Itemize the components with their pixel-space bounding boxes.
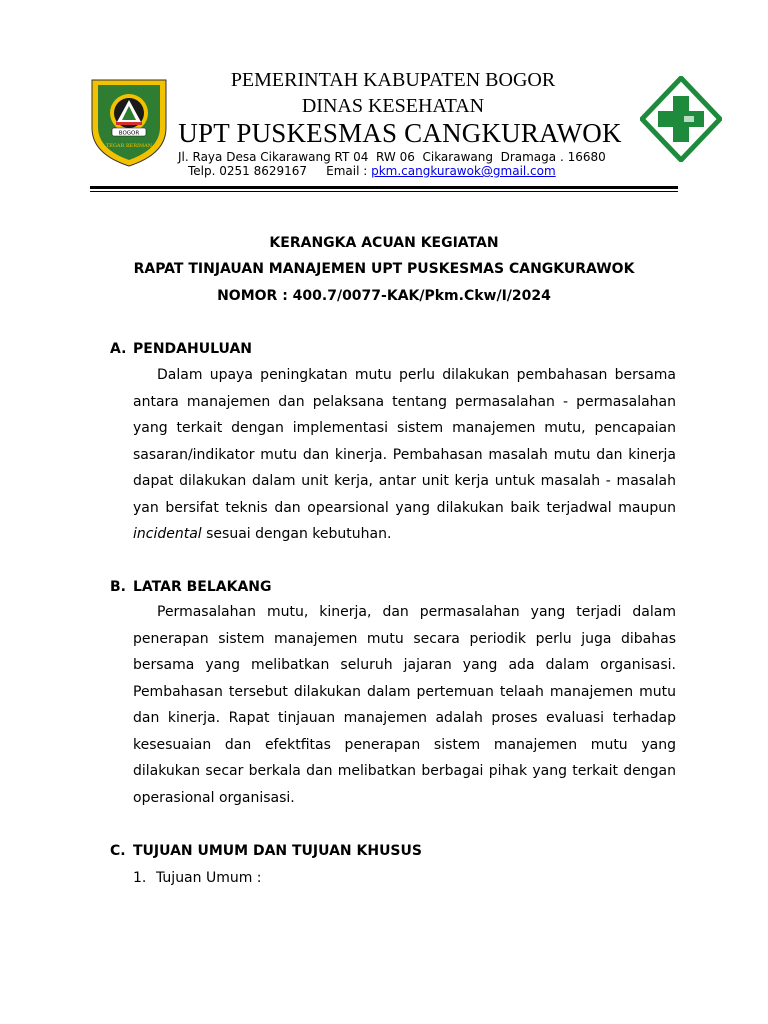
section-b-heading	[110, 578, 272, 596]
section-title: LATAR BELAKANG	[133, 579, 272, 595]
section-title: PENDAHULUAN	[133, 341, 252, 357]
section-letter: A.	[110, 341, 127, 357]
kop-telp-label: Telp. 0251 8629167 Email :	[188, 164, 372, 178]
body-text-tail: sesuai dengan kebutuhan.	[201, 526, 392, 542]
list-number: 1.	[133, 870, 147, 886]
kop-address: Jl. Raya Desa Cikarawang RT 04 RW 06 Cikarawang Dramaga . 16680	[178, 150, 606, 164]
section-c-heading	[110, 842, 422, 860]
list-item	[133, 869, 262, 887]
letterhead-divider-thick	[90, 186, 678, 189]
kop-government-name: PEMERINTAH KABUPATEN BOGOR	[230, 69, 556, 91]
kop-institution-name: UPT PUSKESMAS CANGKURAWOK	[178, 118, 622, 148]
section-a-heading	[110, 340, 252, 358]
document-title: KERANGKA ACUAN KEGIATAN	[269, 235, 499, 251]
letterhead-divider-thin	[90, 191, 678, 192]
kop-department-name: DINAS KESEHATAN	[301, 95, 485, 117]
italic-term: incidental	[133, 526, 202, 542]
list-label: Tujuan Umum :	[156, 870, 262, 886]
puskesmas-cross-icon	[640, 76, 722, 162]
section-a-body	[133, 362, 676, 548]
kop-contact	[188, 164, 556, 179]
emblem-ribbon-text: BOGOR	[118, 130, 140, 137]
document-subtitle: RAPAT TINJAUAN MANAJEMEN UPT PUSKESMAS CANGKURAWOK	[133, 261, 635, 277]
document-number: NOMOR : 400.7/0077-KAK/Pkm.Ckw/I/2024	[217, 288, 551, 304]
section-letter: C.	[110, 843, 126, 859]
body-text: Dalam upaya peningkatan mutu perlu dilakukan pembahasan bersama antara manajemen dan pelaksana tentang permasalahan - permasalahan yang terkait dengan implementasi sistem manajemen mutu, pencapaian sasaran/indikator mutu dan kinerja. Pembahasan masalah mutu dan kinerja dapat dilakukan dalam unit kerja, antar unit kerja untuk masalah - masalah yan bersifat teknis dan opearsional yang dilakukan baik terjadwal maupun	[133, 367, 676, 516]
section-b-body: Permasalahan mutu, kinerja, dan permasalahan yang terjadi dalam penerapan sistem manajemen mutu secara periodik perlu juga dibahas bersama yang melibatkan seluruh jajaran yang ada dalam organisasi. Pembahasan tersebut dilakukan dalam pertemuan telaah manajemen mutu dan kinerja. Rapat tinjauan manajemen adalah proses evaluasi terhadap kesesuaian dan efektfitas penerapan sistem manajemen mutu yang dilakukan secar berkala dan melibatkan berbagai pihak yang terkait dengan operasional organisasi.	[133, 604, 676, 806]
email-link[interactable]: pkm.cangkurawok@gmail.com	[371, 164, 556, 178]
emblem-motto-text: TEGAR BERIMAN	[105, 143, 153, 149]
section-title: TUJUAN UMUM DAN TUJUAN KHUSUS	[133, 843, 422, 859]
section-letter: B.	[110, 579, 126, 595]
